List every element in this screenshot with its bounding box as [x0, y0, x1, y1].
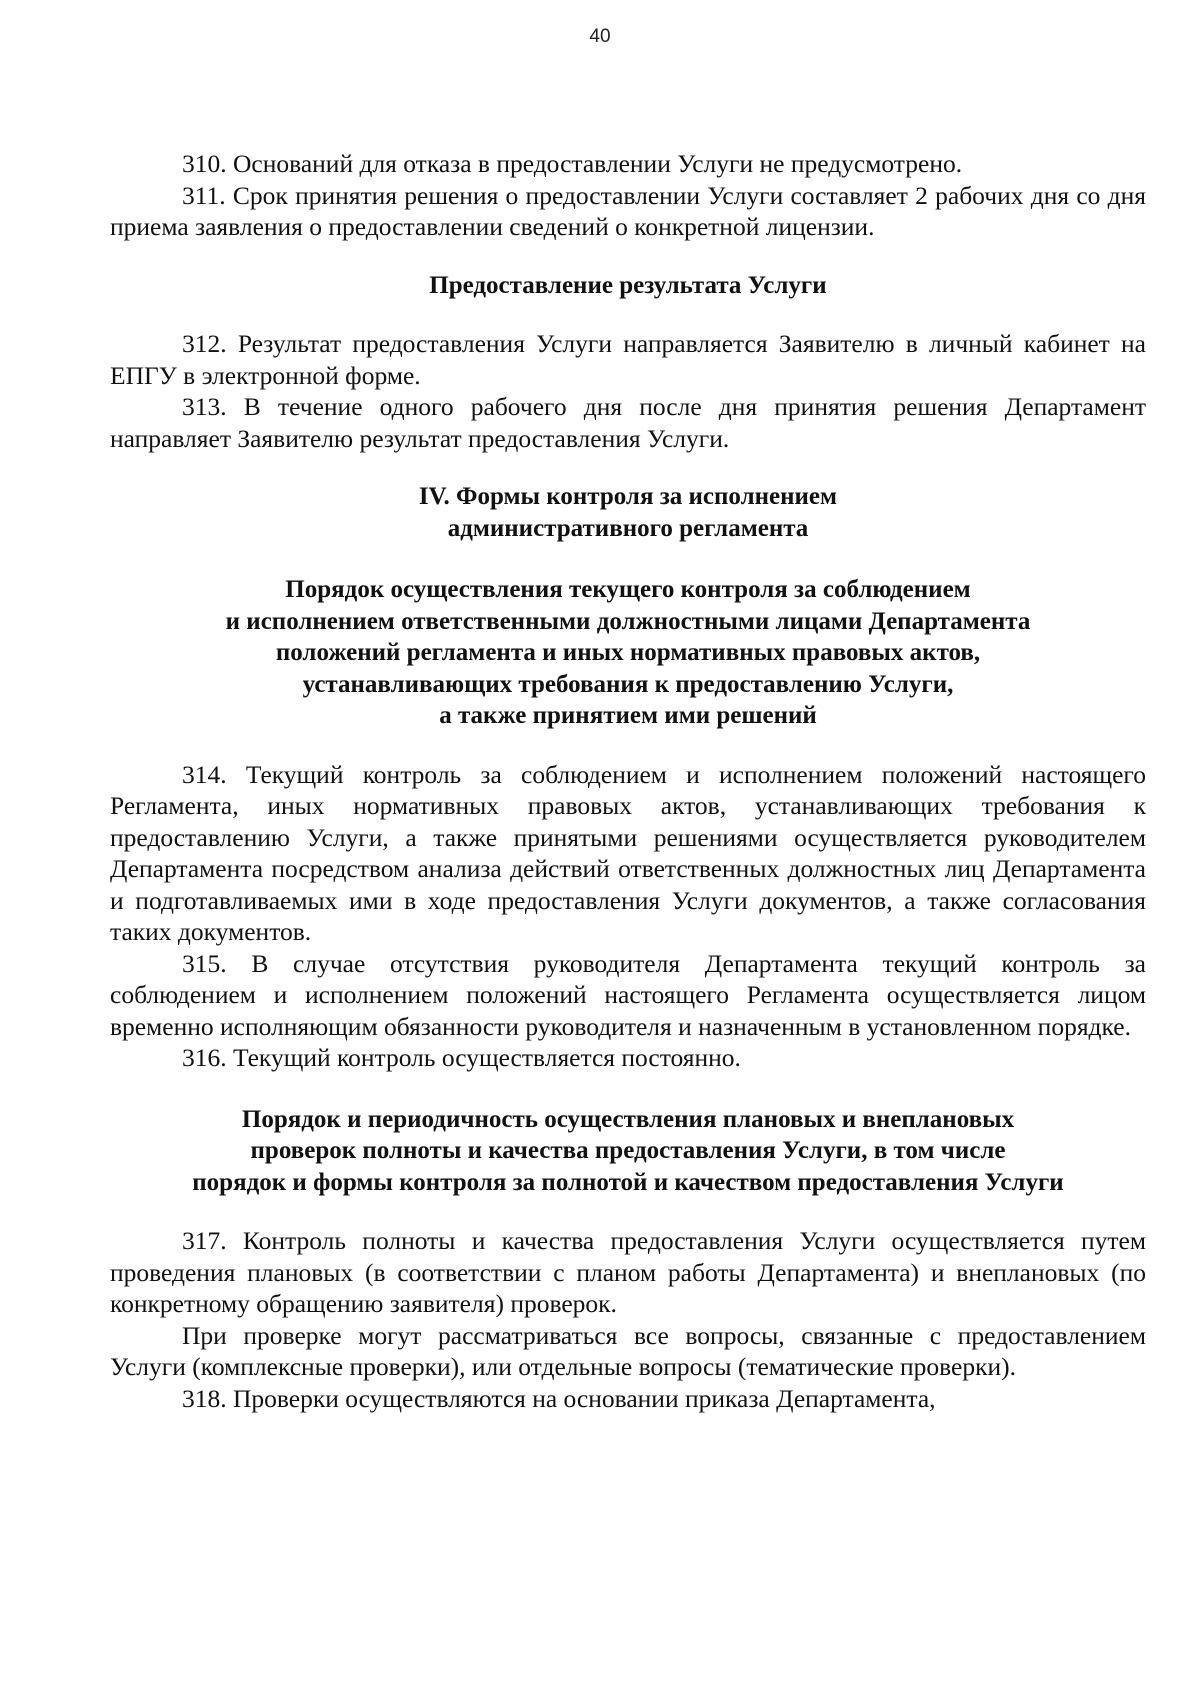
paragraph-313: 313. В течение одного рабочего дня после дня принятия решения Департамент направляет Заявителю результат предоставления Услуги. [110, 392, 1146, 453]
paragraph-311: 311. Срок принятия решения о предоставлении Услуги составляет 2 рабочих дня со дня приема заявления о предоставлении сведений о конкретной лицензии. [110, 180, 1146, 241]
heading-line: Порядок и периодичность осуществления плановых и внеплановых [241, 1105, 1015, 1133]
heading-line: устанавливающих требования к предоставлению Услуги, [302, 670, 954, 698]
heading-line: и исполнением ответственными должностными лицами Департамента [225, 607, 1031, 635]
spacer [110, 1074, 1146, 1104]
paragraph-317-continued: При проверке могут рассматриваться все вопросы, связанные с предоставлением Услуги (комплексные проверки), или отдельные вопросы (тематические проверки). [110, 1320, 1146, 1381]
paragraph-312: 312. Результат предоставления Услуги направляется Заявителю в личный кабинет на ЕПГУ в электронной форме. [110, 329, 1146, 390]
heading-line: а также принятием ими решений [439, 702, 817, 729]
heading-section-iv [110, 481, 1146, 544]
spacer [110, 454, 1146, 481]
paragraph-315: 315. В случае отсутствия руководителя Департамента текущий контроль за соблюдением и исполнением положений настоящего Регламента осуществляется лицом временно исполняющим обязанности руководителя и назначенным в установленном порядке. [110, 948, 1146, 1041]
heading-line: административного регламента [447, 514, 809, 542]
heading-line: проверок полноты и качества предоставления Услуги, в том числе [250, 1137, 1006, 1164]
spacer [110, 732, 1146, 759]
heading-current-control [110, 574, 1146, 732]
spacer [110, 243, 1146, 270]
spacer [110, 544, 1146, 574]
paragraph-310: 310. Оснований для отказа в предоставлении Услуги не предусмотрено. [182, 149, 963, 178]
paragraph-316: 316. Текущий контроль осуществляется постоянно. [182, 1043, 741, 1072]
paragraph-318: 318. Проверки осуществляются на основании приказа Департамента, [182, 1383, 936, 1413]
spacer [110, 1198, 1146, 1225]
spacer [110, 301, 1146, 328]
paragraph-317: 317. Контроль полноты и качества предоставления Услуги осуществляется путем проведения плановых (в соответствии с планом работы Департамента) и внеплановых (по конкретному обращению заявителя) проверок. [110, 1226, 1146, 1318]
page-number: 40 [589, 26, 611, 47]
heading-line: IV. Формы контроля за исполнением [418, 483, 838, 510]
heading-line: Порядок осуществления текущего контроля за соблюдением [285, 576, 971, 603]
heading-service-result: Предоставление результата Услуги [429, 271, 827, 299]
heading-inspections [110, 1104, 1146, 1199]
heading-line: положений регламента и иных нормативных правовых актов, [275, 639, 981, 666]
document-body [110, 148, 1146, 1414]
paragraph-314: 314. Текущий контроль за соблюдением и исполнением положений настоящего Регламента, иных нормативных правовых актов, устанавливающих требования к предоставлению Услуги, а также принятыми решениями осуществляется руководителем Департамента посредством анализа действий ответственных должностных лиц Департамента и подготавливаемых ими в ходе предоставления Услуги документов, а также согласования таких документов. [110, 759, 1146, 946]
heading-line: порядок и формы контроля за полнотой и качеством предоставления Услуги [192, 1168, 1064, 1196]
